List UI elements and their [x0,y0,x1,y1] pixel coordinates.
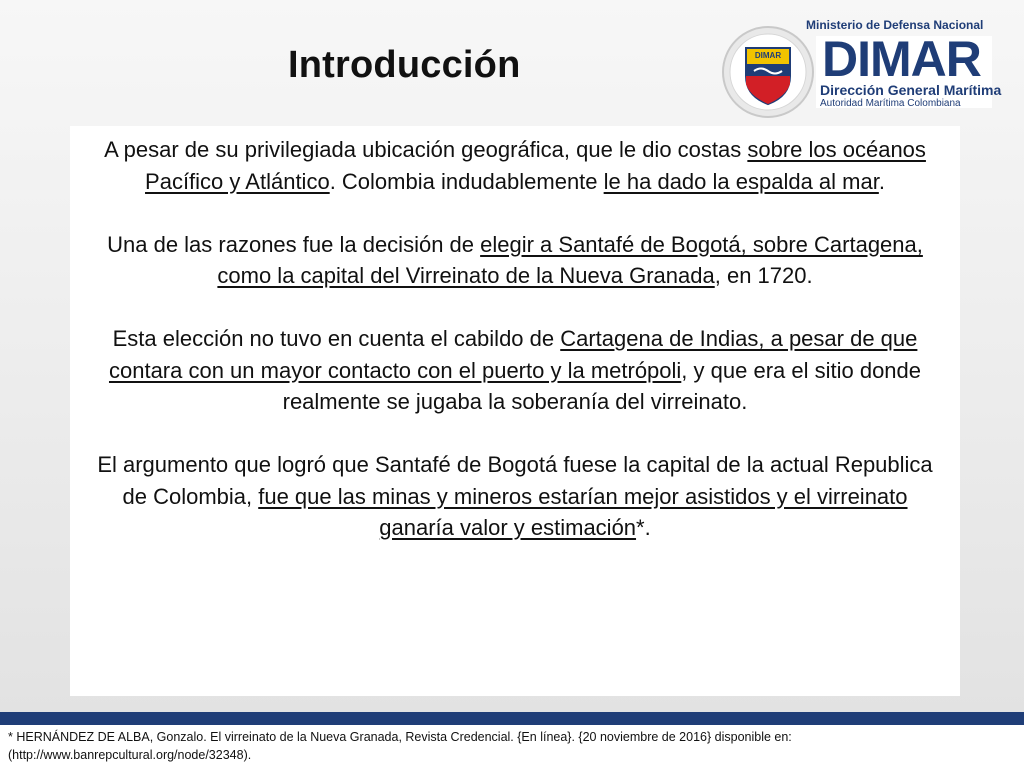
p4-text-c: *. [636,515,651,540]
footer-bar [0,712,1024,725]
p2-text-c: , en 1720. [714,263,813,288]
dimar-seal-icon [720,24,816,120]
page-title: Introducción [288,44,521,86]
logo-brand-wordmark: DIMAR [822,31,981,87]
dimar-logo [718,14,1014,124]
p4-text-a: El argumento que logró que Santafé de Bogotá fuese la capital de la actual Republica de Colombia, [97,452,933,509]
paragraph-2 [88,229,942,292]
p1-text-e: . [878,168,885,194]
logo-direction-text: Dirección General Marítima [820,82,1002,98]
paragraph-3 [88,323,942,418]
content-text [88,134,942,544]
p3-text-c: , y que era el sitio donde realmente se jugaba la soberanía del virreinato. [282,357,922,414]
p4-underlined-b: fue que las minas y mineros estarían mejor asistidos y el virreinato ganaría valor y estimación [258,483,908,540]
logo-authority-text: Autoridad Marítima Colombiana [820,98,961,109]
seal-label: DIMAR [754,51,782,60]
footer-note [0,725,1024,768]
p2-underlined-b: elegir a Santafé de Bogotá, sobre Cartagena, como la capital del Virreinato de la Nueva Granada [217,231,923,288]
paragraph-1 [88,134,942,197]
paragraph-4 [88,449,942,544]
content-box [70,126,960,696]
p1-underlined-b: sobre los océanos Pacífico y Atlántico [145,137,926,194]
p1-text-c: . Colombia indudablemente [329,168,604,194]
p2-text-a: Una de las razones fue la decisión de [107,231,481,257]
p3-underlined-b: Cartagena de Indias, a pesar de que contara con un mayor contacto con el puerto y la metrópoli [108,326,918,383]
logo-ministry-text: Ministerio de Defensa Nacional [806,18,984,32]
p1-underlined-d: le ha dado la espalda al mar [603,168,879,194]
p3-text-a: Esta elección no tuvo en cuenta el cabildo de [112,326,561,351]
p1-text-a: A pesar de su privilegiada ubicación geográfica, que le dio costas [104,137,748,162]
footer-citation: * HERNÁNDEZ DE ALBA, Gonzalo. El virreinato de la Nueva Granada, Revista Credencial. {En línea}. {20 noviembre de 2016} disponible en: (http://www.banrepcultural.org/node/32348). [8,730,792,762]
